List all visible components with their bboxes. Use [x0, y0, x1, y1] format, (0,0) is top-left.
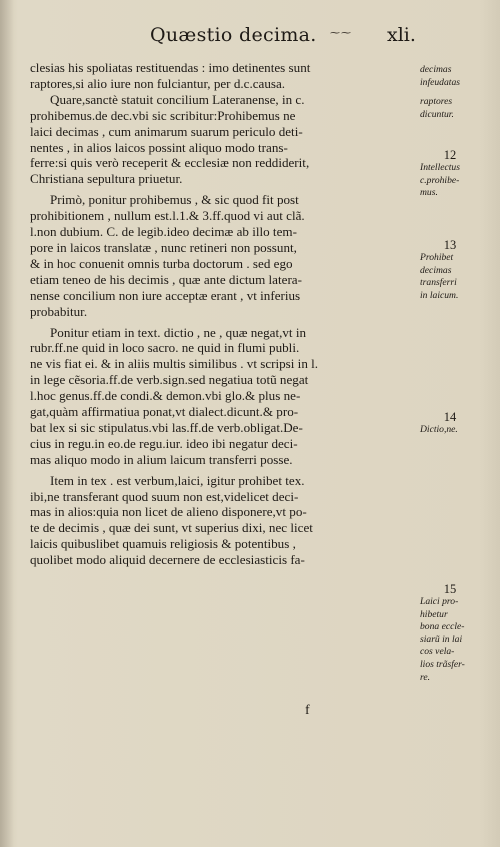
folio-number: xli.: [387, 24, 416, 46]
main-text-column: [30, 60, 418, 573]
margin-note-gloss: bona eccle-: [420, 621, 465, 633]
text-line: clesias his spoliatas restituendas : imo detinentes sunt: [30, 60, 311, 75]
margin-note: [420, 410, 498, 437]
margin-note-gloss: decimas: [420, 64, 452, 75]
text-line: gat,quàm affirmatiua ponat,vt dialect.dicunt.& pro-: [30, 404, 299, 420]
text-line: prohibitionem , nullum est.l.1.& 3.ff.quod vi aut clã.: [30, 208, 305, 224]
text-line: Quare,sanctè statuit concilium Lateranense, in c.: [50, 91, 305, 107]
text-line: laici decimas , cum animarum suarum periculo deti-: [30, 123, 303, 139]
text-line: te de decimis , quæ dei sunt, vt superius dixi, nec licet: [30, 520, 313, 536]
text-line: probabitur.: [30, 303, 88, 319]
paragraph: [30, 325, 418, 468]
text-line: nentes , in alios laicos possint aliquo modo trans-: [30, 139, 288, 155]
margin-note-number: 14: [443, 410, 457, 424]
margin-note-gloss: transferri: [420, 277, 457, 289]
margin-note-gloss: lios trãsfer-: [420, 658, 465, 670]
paragraph: [30, 473, 418, 568]
text-line: l.hoc genus.ff.de condi.& demon.vbi glo.& plus ne-: [30, 388, 301, 404]
paragraph: [30, 60, 418, 187]
margin-note-gloss: Prohibet: [420, 252, 454, 263]
margin-note-gloss: dicuntur.: [420, 108, 454, 120]
text-line: Ponitur etiam in text. dictio , ne , quæ negat,vt in: [50, 324, 307, 340]
text-line: quolibet modo aliquid decernere de ecclesiasticis fa-: [30, 552, 305, 568]
margin-note-gloss: in laicum.: [420, 289, 459, 301]
margin-note-gloss: re.: [420, 671, 431, 683]
margin-note: [420, 96, 498, 121]
text-line: bat lex si sic stipulatus.vbi las.ff.de verb.obligat.De-: [30, 419, 303, 435]
margin-note-gloss: Intellectus: [420, 162, 460, 173]
margin-note-gloss: mus.: [420, 187, 438, 199]
text-line: mas aliquo modo in alium laicum transferri posse.: [30, 451, 293, 467]
margin-note-gloss: infeudatas: [420, 76, 460, 88]
text-line: pore in laicos translatæ , nunc retineri non possunt,: [30, 239, 297, 255]
margin-note: [420, 148, 498, 200]
text-line: ne vis fiat ei. & in aliis multis similibus . vt scripsi in l.: [30, 356, 319, 372]
text-line: Christiana sepultura priuetur.: [30, 171, 183, 187]
margin-note-gloss: Laici pro-: [420, 596, 459, 607]
margin-note-number: 15: [443, 582, 457, 596]
text-line: Primò, ponitur prohibemus , & sic quod fit post: [50, 192, 299, 208]
text-line: in lege cẽsoria.ff.de verb.sign.sed negatiua totũ negat: [30, 372, 309, 388]
margin-note: [420, 64, 498, 89]
running-title: Quæstio decima.: [150, 24, 317, 46]
text-line: cius in regu.in eo.de regu.iur. ideo ibi negatur deci-: [30, 435, 298, 451]
text-line: Item in tex . est verbum,laici, igitur prohibet tex.: [50, 472, 305, 488]
margin-note-gloss: cos vela-: [420, 646, 455, 658]
text-line: ibi,ne transferant quod suum non est,videlicet deci-: [30, 488, 299, 504]
margin-note-gloss: c.prohibe-: [420, 174, 460, 186]
margin-note-gloss: Dictio,ne.: [420, 424, 458, 435]
page-header: [0, 24, 500, 54]
margin-note-gloss: raptores: [420, 96, 453, 107]
text-line: etiam teneo de his decimis , quæ ante dictum latera-: [30, 271, 302, 287]
text-line: laicis quibuslibet quamuis religiosis & potentibus ,: [30, 536, 296, 552]
margin-note-gloss: hibetur: [420, 608, 448, 620]
margin-note: [420, 238, 498, 302]
paragraph: [30, 192, 418, 319]
text-line: ferre:si quis verò receperit & ecclesiæ non reddiderit,: [30, 155, 310, 171]
page-fold-shadow: [0, 0, 14, 847]
text-line: raptores,si alio iure non fulciantur, per d.c.causa.: [30, 75, 286, 91]
margin-note-gloss: decimas: [420, 264, 452, 276]
text-line: l.non dubium. C. de legib.ideo decimæ ab illo tem-: [30, 224, 297, 240]
margin-note: [420, 582, 498, 684]
text-line: mas in alios:quia non licet de alieno disponere,vt po-: [30, 504, 307, 520]
header-ornament: ⁓⁓: [330, 28, 352, 39]
text-line: rubr.ff.ne quid in loco sacro. ne quid in flumi publi.: [30, 340, 300, 356]
text-line: & in hoc conuenit omnis turba doctorum . sed ego: [30, 255, 293, 271]
text-line: nense concilium non iure acceptæ erant , vt inferius: [30, 287, 301, 303]
signature-mark: f: [305, 703, 310, 718]
margin-note-gloss: siarũ in lai: [420, 633, 463, 645]
text-line: prohibemus.de dec.vbi sic scribitur:Prohibemus ne: [30, 107, 296, 123]
margin-note-number: 13: [443, 238, 457, 252]
margin-note-number: 12: [443, 148, 457, 162]
